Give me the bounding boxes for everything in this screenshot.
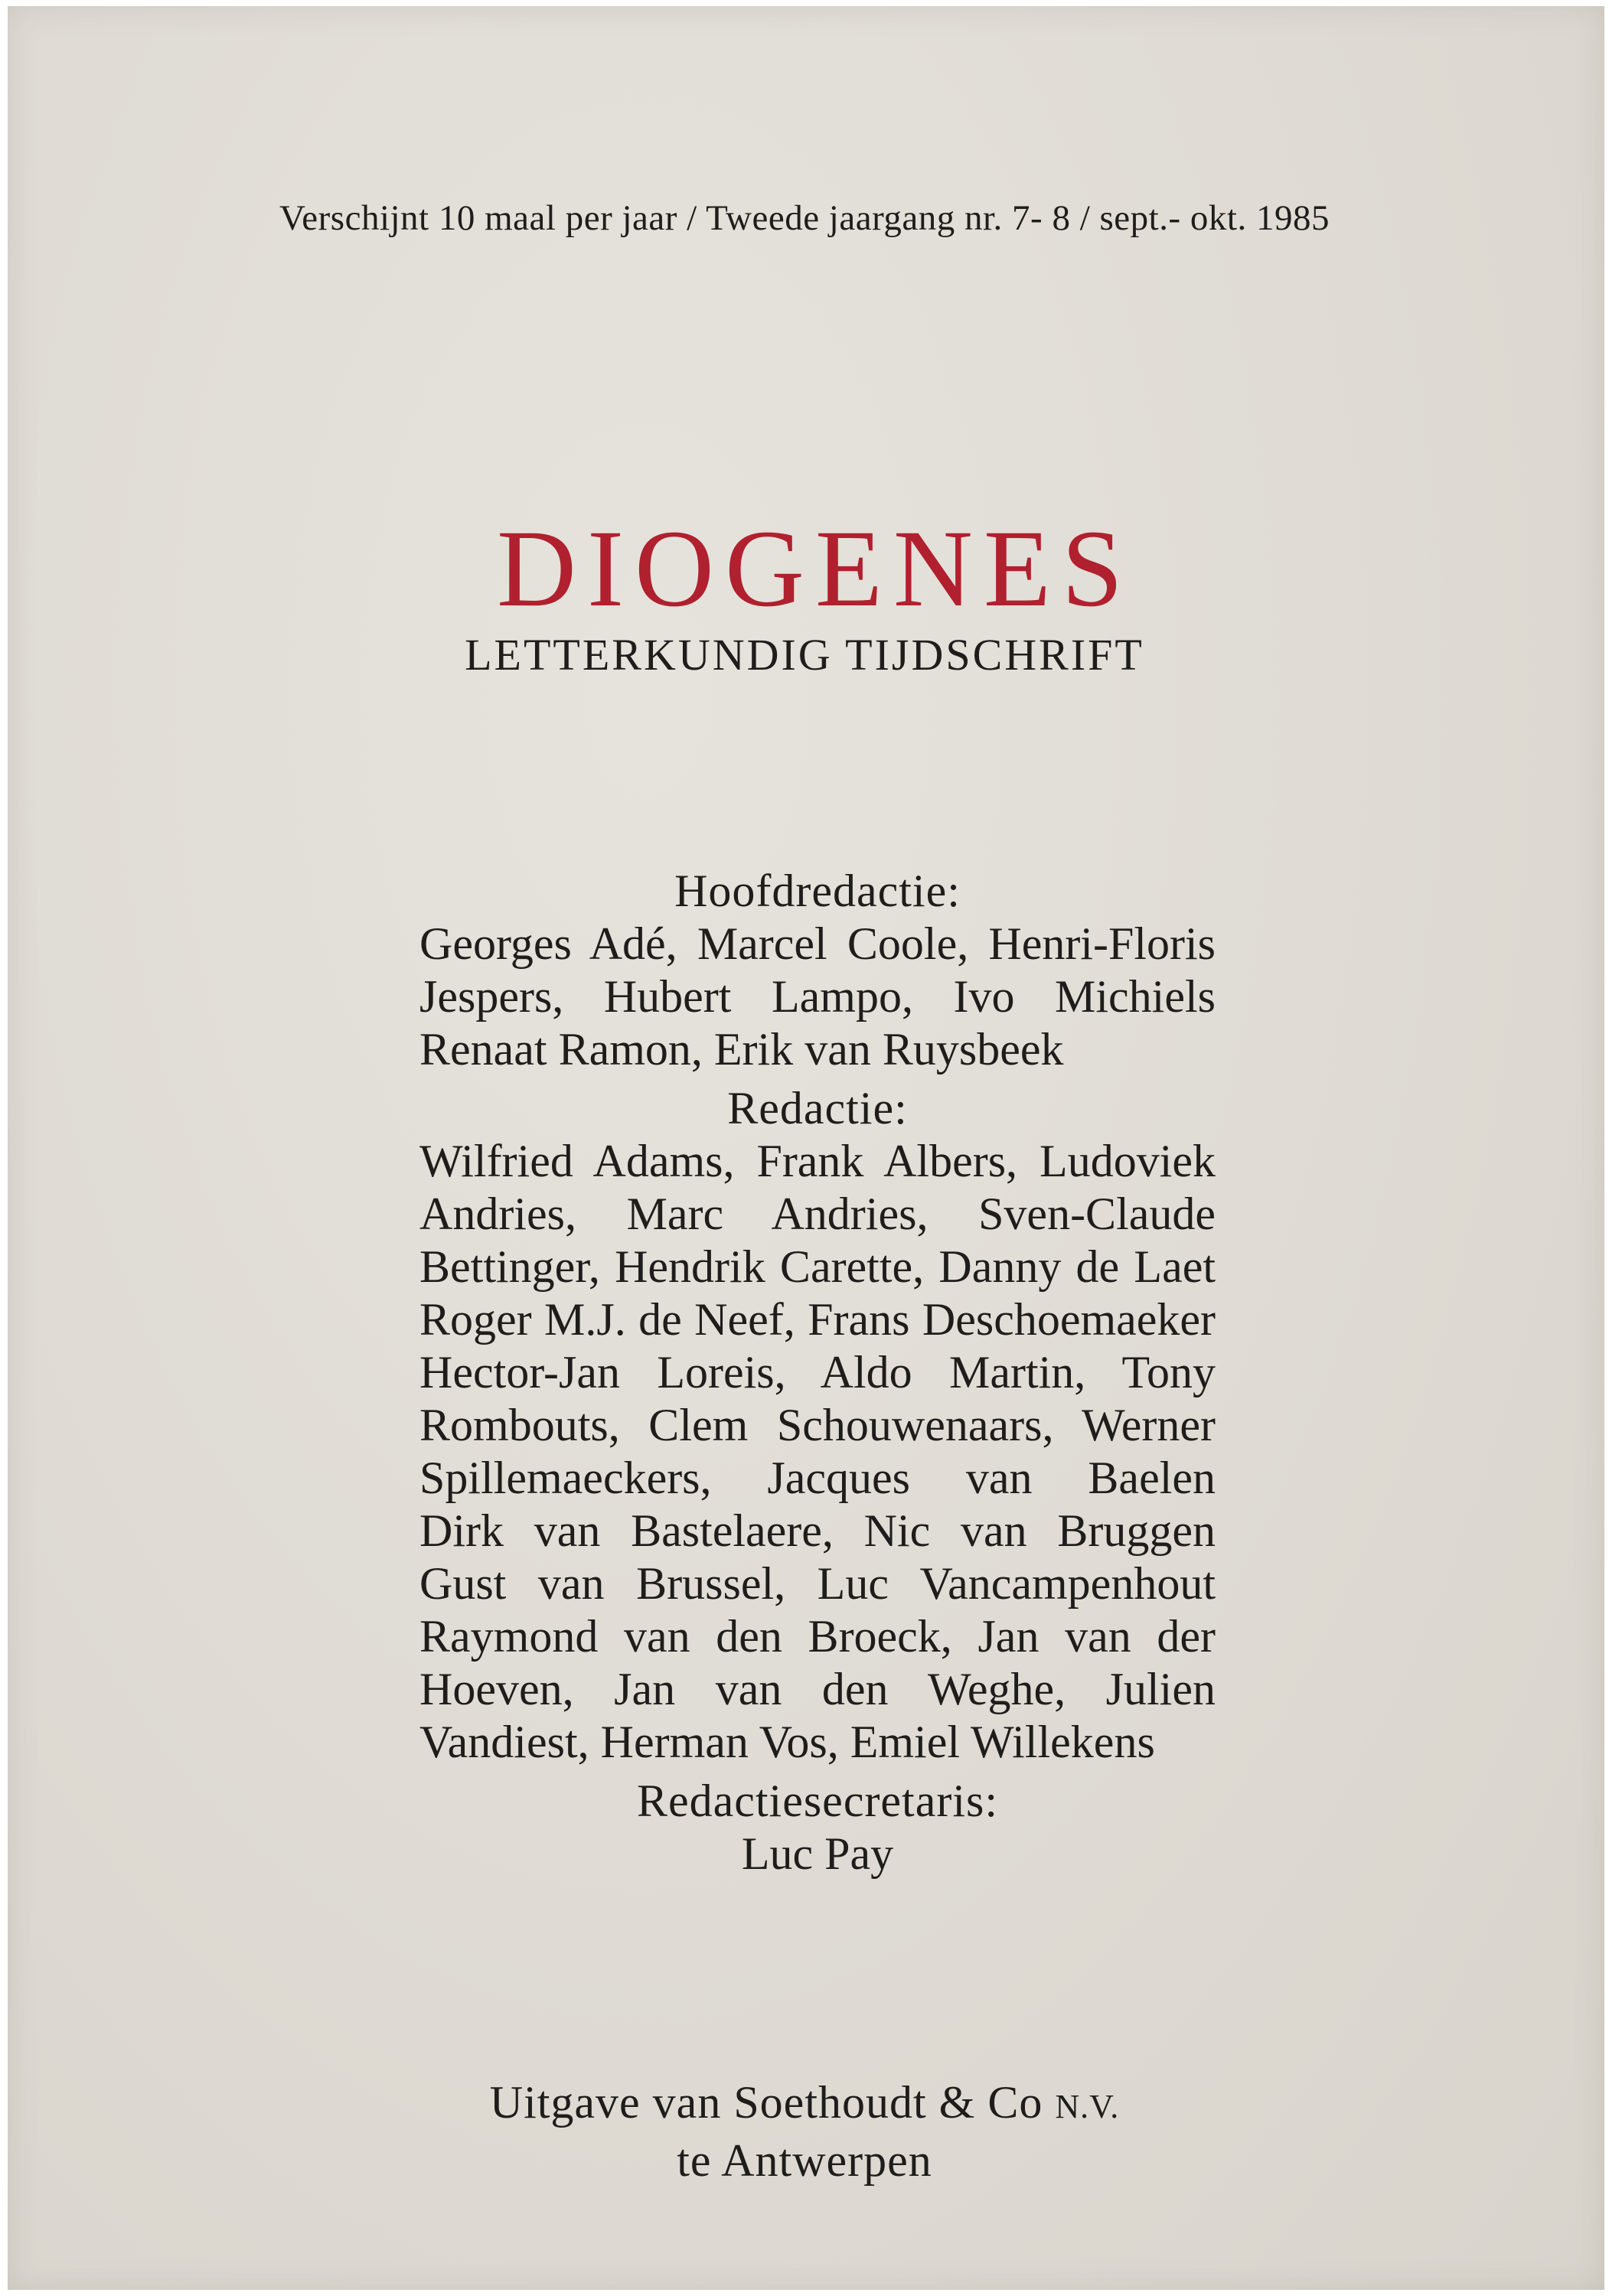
name-line: Renaat Ramon, Erik van Ruysbeek [419, 1024, 1064, 1075]
magazine-subtitle: LETTERKUNDIG TIJDSCHRIFT [465, 630, 1144, 680]
publisher-name: Uitgave van Soethoudt & Co [489, 2077, 1043, 2128]
editorial-secretary-name: Luc Pay [741, 1828, 894, 1879]
name-line: Spillemaeckers, Jacques van Baelen [419, 1453, 1216, 1503]
editors-names [419, 1135, 1216, 1769]
name-line: Jespers, Hubert Lampo, Ivo Michiels [419, 971, 1216, 1022]
name-line: Hoeven, Jan van den Weghe, Julien [419, 1664, 1216, 1714]
publisher-location: te Antwerpen [677, 2135, 932, 2186]
name-line: Raymond van den Broeck, Jan van der [419, 1611, 1216, 1662]
name-line: Andries, Marc Andries, Sven-Claude [419, 1189, 1216, 1239]
name-line: Roger M.J. de Neef, Frans Deschoemaeker [419, 1294, 1216, 1345]
name-line: Bettinger, Hendrik Carette, Danny de Laet [419, 1241, 1216, 1292]
name-line: Hector-Jan Loreis, Aldo Martin, Tony [419, 1347, 1216, 1397]
magazine-title: DIOGENES [497, 508, 1134, 630]
name-line: Georges Adé, Marcel Coole, Henri-Floris [419, 918, 1216, 969]
publisher-line-1 [0, 2076, 1609, 2134]
staff-list [419, 865, 1216, 1880]
name-line: Rombouts, Clem Schouwenaars, Werner [419, 1400, 1216, 1450]
editors-heading: Redactie: [727, 1083, 908, 1133]
publisher-imprint [0, 2076, 1609, 2187]
editorial-secretary-heading: Redactiesecretaris: [636, 1776, 999, 1826]
periodicity-line: Verschijnt 10 maal per jaar / Tweede jaargang nr. 7- 8 / sept.- okt. 1985 [279, 198, 1330, 238]
name-line: Wilfried Adams, Frank Albers, Ludoviek [419, 1136, 1216, 1186]
editors-in-chief-names [419, 918, 1216, 1076]
name-line: Dirk van Bastelaere, Nic van Bruggen [419, 1505, 1216, 1556]
publisher-company-suffix: N.V. [1055, 2088, 1120, 2125]
name-line: Gust van Brussel, Luc Vancampenhout [419, 1558, 1216, 1609]
editors-in-chief-heading: Hoofdredactie: [674, 866, 961, 916]
name-line: Vandiest, Herman Vos, Emiel Willekens [419, 1717, 1155, 1767]
